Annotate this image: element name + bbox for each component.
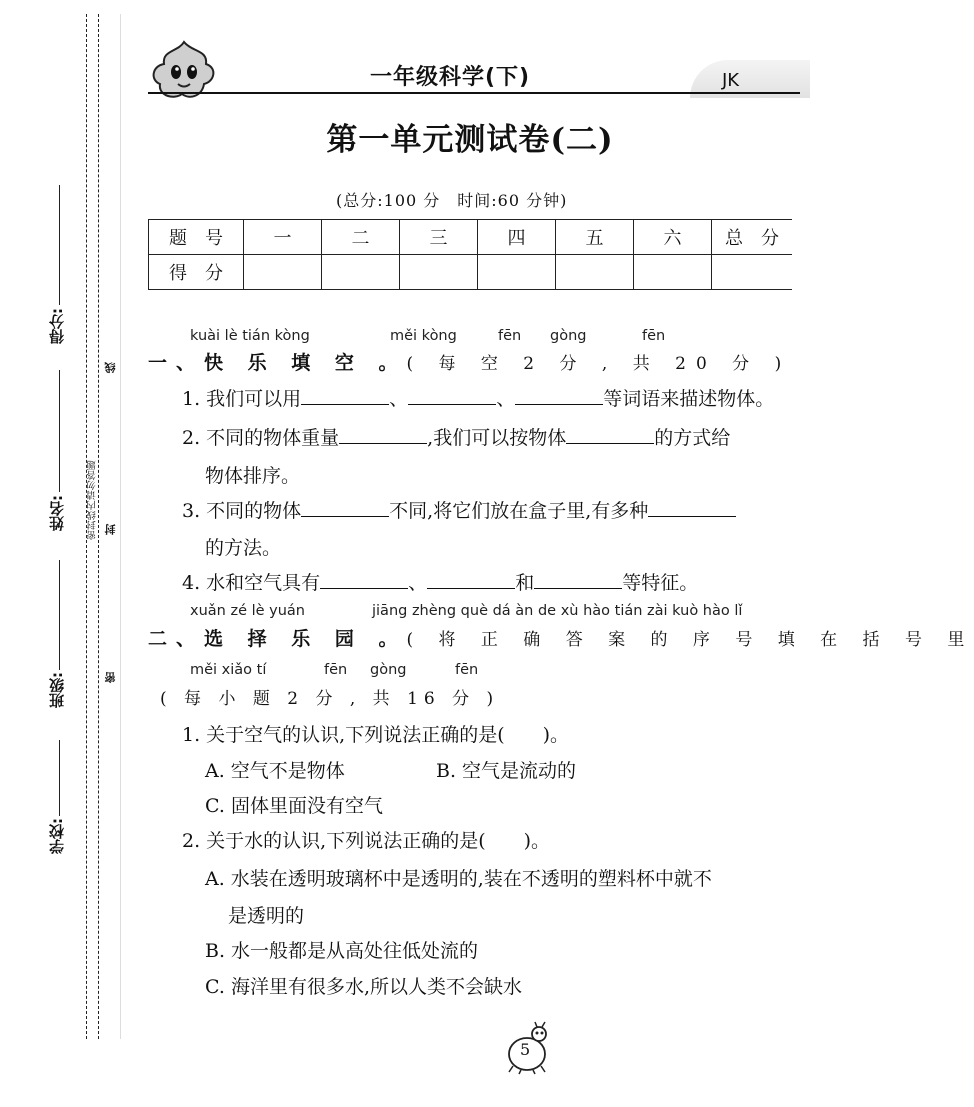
pinyin: fēn [498,328,522,344]
score-table-cell: 题 号 [149,220,244,255]
seal-mi: 密 [104,672,117,683]
pinyin: xuǎn zé lè yuán [190,603,306,619]
answer-blank[interactable] [515,386,603,405]
school-blank[interactable] [59,740,60,816]
seal-xian: 线 [104,362,117,373]
score-table-header-row [149,220,793,255]
page-number: 5 [520,1040,531,1059]
s2-q1-option-c[interactable]: C. 固体里面没有空气 [205,795,383,817]
score-table-cell: 总 分 [712,220,793,255]
score-table-cell: 六 [634,220,712,255]
s1-q3-cont: 的方法。 [205,537,282,559]
header-title: 一年级科学(下) [370,65,531,90]
exam-title: 第一单元测试卷(二) [326,122,614,158]
score-table-cell: 三 [400,220,478,255]
score-input[interactable] [244,255,322,290]
score-input[interactable] [634,255,712,290]
section1-title: 一、快 乐 填 空 。 [148,352,407,374]
header-rule [148,92,800,94]
s1-q2-text: ,我们可以按物体 [427,427,567,449]
exam-meta: (总分:100 分 时间:60 分钟) [336,191,568,210]
score-label: 得分: [48,308,66,344]
pinyin: fēn [642,328,666,344]
class-blank[interactable] [59,560,60,670]
score-blank[interactable] [59,185,60,305]
score-table-cell: 四 [478,220,556,255]
score-table-cell: 得 分 [149,255,244,290]
s1-q4-text: 4. 水和空气具有 [182,572,321,594]
s1-q2-cont: 物体排序。 [205,465,301,487]
s1-q2 [182,423,730,450]
answer-blank[interactable] [427,570,515,589]
s1-q1-text: 等词语来描述物体。 [603,388,775,410]
answer-blank[interactable] [320,570,408,589]
s1-q3-text: 不同,将它们放在盒子里,有多种 [389,500,649,522]
s1-q2-text: 的方式给 [654,427,731,449]
score-input[interactable] [478,255,556,290]
section2-heading [148,624,974,651]
section2-title: 二、选 择 乐 园 。 [148,628,407,650]
answer-blank[interactable] [339,425,427,444]
pinyin: měi kòng [390,328,457,344]
s1-q4-text: 、 [408,572,428,594]
s1-q1 [182,384,774,411]
s1-q3 [182,496,736,523]
s1-q4 [182,568,698,595]
pinyin: měi xiǎo tí [190,662,267,678]
score-table-cell: 五 [556,220,634,255]
binding-line-right [120,14,121,1039]
score-input[interactable] [322,255,400,290]
pinyin: kuài lè tián kòng [190,328,310,344]
pinyin: fēn [455,662,479,678]
s2-q1: 1. 关于空气的认识,下列说法正确的是( )。 [182,724,570,746]
pinyin: jiāng zhèng què dá àn de xù hào tián zài kuò hào lǐ [372,603,743,619]
score-table [148,219,792,290]
s2-q2-option-c[interactable]: C. 海洋里有很多水,所以人类不会缺水 [205,976,522,998]
name-label: 姓名: [48,495,66,531]
answer-blank[interactable] [408,386,496,405]
class-label: 班级: [48,672,66,708]
s2-q2-option-a[interactable]: A. 水装在透明玻璃杯中是透明的,装在不透明的塑料杯中就不 [205,868,712,890]
score-table-cell: 一 [244,220,322,255]
s1-q1-text: 1. 我们可以用 [182,388,302,410]
section1-score-note: ( 每 空 2 分 , 共 20 分 ) [406,354,792,374]
score-input[interactable] [556,255,634,290]
s2-q1-option-a[interactable]: A. 空气不是物体 [205,760,345,782]
school-label: 学校: [48,818,66,854]
seal-note: 密封线内请勿答题 [87,460,98,540]
section1-heading [148,348,791,375]
s2-q1-option-b[interactable]: B. 空气是流动的 [436,760,577,782]
answer-blank[interactable] [566,425,654,444]
s2-q2-option-b[interactable]: B. 水一般都是从高处往低处流的 [205,940,479,962]
mascot-icon [148,38,220,104]
pinyin: fēn [324,662,348,678]
s1-q4-text: 等特征。 [622,572,699,594]
answer-blank[interactable] [534,570,622,589]
s1-q1-text: 、 [389,388,409,410]
score-input[interactable] [712,255,793,290]
s2-q2: 2. 关于水的认识,下列说法正确的是( )。 [182,830,551,852]
answer-blank[interactable] [301,498,389,517]
answer-blank[interactable] [301,386,389,405]
score-input[interactable] [400,255,478,290]
pinyin: gòng [370,662,407,678]
edition-label: JK [722,70,740,91]
s1-q2-text: 2. 不同的物体重量 [182,427,340,449]
section2-instruction: ( 将 正 确 答 案 的 序 号 填 在 括 号 里 [406,630,974,650]
s2-q2-option-a-cont: 是透明的 [228,905,305,927]
pinyin: gòng [550,328,587,344]
answer-blank[interactable] [648,498,736,517]
seal-feng: 封 [104,524,117,535]
s1-q3-text: 3. 不同的物体 [182,500,302,522]
name-blank[interactable] [59,370,60,492]
s1-q1-text: 、 [496,388,516,410]
section2-score-note: ( 每 小 题 2 分 , 共 16 分 ) [160,689,500,709]
score-table-score-row [149,255,793,290]
s1-q4-text: 和 [515,572,535,594]
score-table-cell: 二 [322,220,400,255]
